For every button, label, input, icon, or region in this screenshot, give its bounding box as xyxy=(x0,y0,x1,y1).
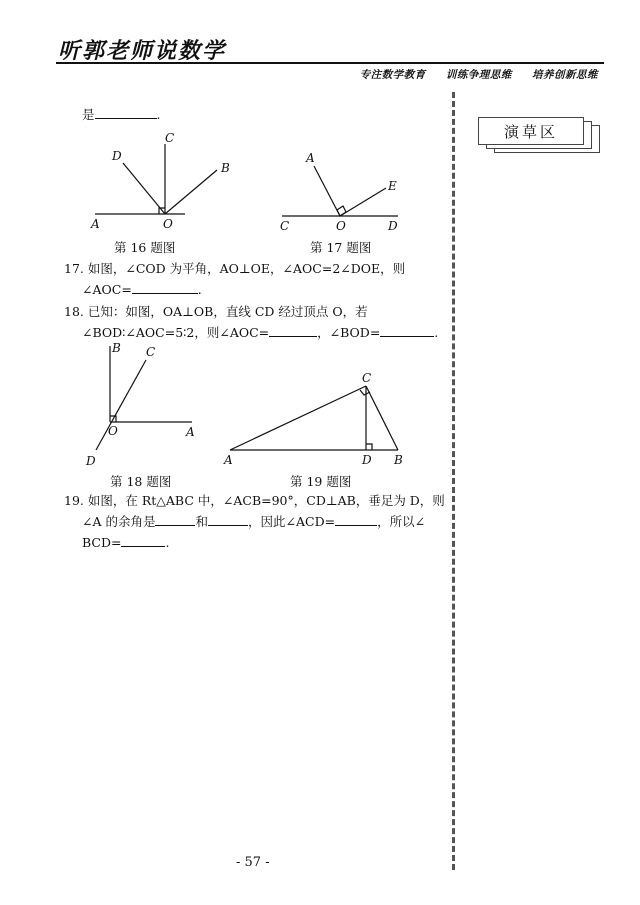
label-A: A xyxy=(224,453,233,467)
label-D: D xyxy=(388,219,398,233)
label-O: O xyxy=(163,217,173,231)
label-C: C xyxy=(362,371,372,385)
answer-blank[interactable] xyxy=(121,532,165,547)
label-C: C xyxy=(165,131,175,145)
figure-17-caption: 第 17 题图 xyxy=(310,240,372,255)
ray-OD xyxy=(123,163,165,214)
page-number: - 57 - xyxy=(236,855,270,870)
figure-18-caption: 第 18 题图 xyxy=(110,474,172,489)
question-17: 17. 如图，∠COD 为平角，AO⊥OE，∠AOC=2∠DOE，则 ∠AOC= . xyxy=(64,261,406,297)
header-rule xyxy=(56,62,604,64)
answer-blank[interactable] xyxy=(335,511,377,526)
ray-OA xyxy=(314,166,340,216)
line-CD xyxy=(96,360,146,450)
side-BC xyxy=(366,386,398,450)
answer-blank[interactable] xyxy=(208,511,248,526)
label-O: O xyxy=(108,424,118,438)
figure-17 xyxy=(270,148,410,236)
label-B: B xyxy=(112,341,121,355)
right-angle-mark-D xyxy=(366,444,372,450)
label-A: A xyxy=(306,151,315,165)
label-C: C xyxy=(280,219,290,233)
label-B: B xyxy=(394,453,403,467)
question-16-tail: 是 . xyxy=(82,104,161,125)
figure-19-caption: 第 19 题图 xyxy=(290,474,352,489)
header-tags xyxy=(344,67,598,82)
side-AC xyxy=(230,386,366,450)
draft-area-label xyxy=(478,117,588,147)
label-E: E xyxy=(388,179,397,193)
header-tag: 专注数学教育 xyxy=(359,69,426,81)
answer-blank[interactable] xyxy=(95,104,157,119)
header-tag: 培养创新思维 xyxy=(532,69,598,81)
ray-OB xyxy=(165,170,217,214)
question-18: 18. 已知：如图，OA⊥OB，直线 CD 经过顶点 O，若 ∠BOD∶∠AOC=5∶2，则∠AOC= ，∠BOD= . xyxy=(64,304,439,340)
ray-OE xyxy=(340,188,386,216)
answer-blank[interactable] xyxy=(380,322,434,337)
figure-18 xyxy=(84,340,204,470)
answer-blank[interactable] xyxy=(269,322,317,337)
label-A: A xyxy=(186,425,195,439)
label-O: O xyxy=(336,219,346,233)
label-D: D xyxy=(112,149,122,163)
right-angle-mark xyxy=(337,206,346,216)
label-C: C xyxy=(146,345,156,359)
header-tag: 训练争理思维 xyxy=(445,69,512,81)
label-D: D xyxy=(362,453,372,467)
question-19: 19. 如图，在 Rt△ABC 中，∠ACB=90°，CD⊥AB，垂足为 D，则 ∠A 的余角是 和 ，因此∠ACD= ，所以∠ BCD= . xyxy=(64,493,445,550)
label-B: B xyxy=(221,161,230,175)
figure-16 xyxy=(85,130,245,235)
column-divider xyxy=(452,92,455,870)
header-title: 听郭老师说数学 xyxy=(58,38,227,64)
answer-blank[interactable] xyxy=(155,511,195,526)
label-A: A xyxy=(91,217,100,231)
answer-blank[interactable] xyxy=(132,279,198,294)
label-D: D xyxy=(86,454,96,468)
figure-19 xyxy=(220,370,410,470)
draft-label: 演草区 xyxy=(478,117,584,145)
figure-16-caption: 第 16 题图 xyxy=(114,240,176,255)
